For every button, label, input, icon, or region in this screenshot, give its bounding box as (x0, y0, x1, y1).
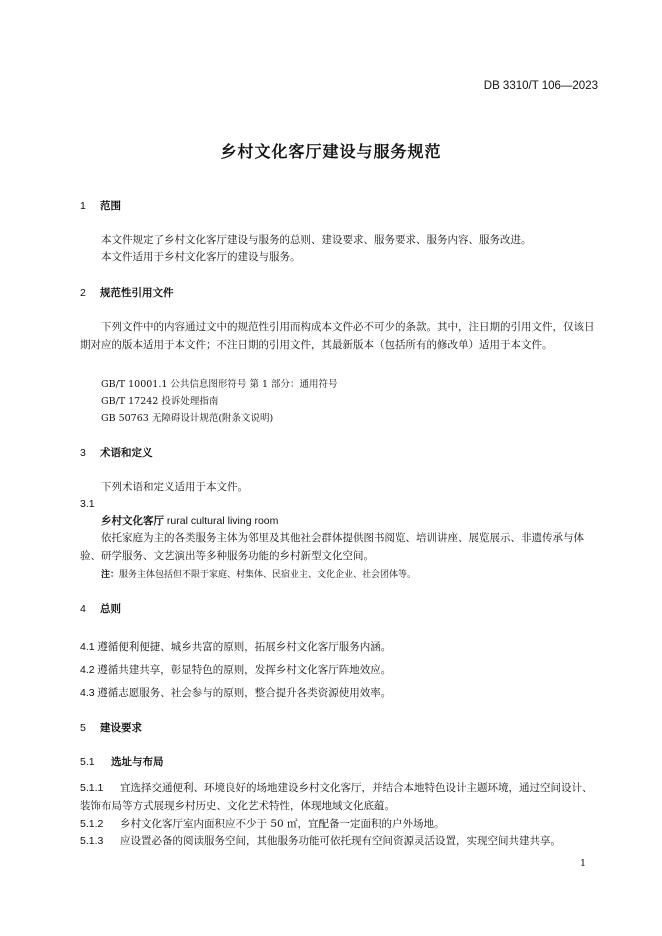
subsection-title: 选址与布局 (111, 756, 164, 768)
term-chinese: 乡村文化客厅 (101, 515, 164, 527)
page-number: 1 (580, 858, 587, 869)
clause-number: 5.1.3 (80, 835, 104, 847)
section-title: 规范性引用文件 (100, 287, 174, 299)
clause-number: 4.1 (80, 641, 95, 653)
section-3-heading (80, 445, 153, 460)
clause-item (80, 685, 391, 700)
clause-text: 遵循共建共享，彰显特色的原则，发挥乡村文化客厅阵地效应。 (97, 664, 392, 676)
clause-number: 4.2 (80, 664, 95, 676)
clause-text: 宜选择交通便利、环境良好的场地建设乡村文化客厅，并结合本地特色设计主题环境，通过空间设计、装饰布局等方式展现乡村历史、文化艺术特性，体现地域文化底蕴。 (80, 782, 593, 812)
section-number: 5 (80, 722, 86, 734)
clause-item (80, 662, 391, 677)
clause-text: 应设置必备的阅读服务空间，其他服务功能可依托现有空间资源灵活设置，实现空间共建共享。 (120, 835, 561, 847)
term-english: rural cultural living room (166, 515, 279, 527)
paragraph: 本文件规定了乡村文化客厅建设与服务的总则、建设要求、服务要求、服务内容、服务改进。 (101, 234, 532, 246)
clause-number: 5.1.1 (80, 782, 104, 794)
section-number: 3 (80, 447, 86, 459)
section-title: 总则 (100, 603, 121, 615)
section-number: 1 (80, 200, 86, 212)
term-definition: 依托家庭为主的各类服务主体为邻里及其他社会群体提供图书阅览、培训讲座、展览展示、非遗传承与体验、研学服务、文艺演出等多种服务功能的乡村新型文化空间。 (80, 532, 584, 562)
note-label: 注： (101, 570, 120, 580)
section-title: 建设要求 (100, 722, 142, 734)
term-number: 3.1 (80, 498, 95, 510)
section-number: 4 (80, 603, 86, 615)
reference-item: GB/T 17242 投诉处理指南 (101, 396, 219, 407)
section-number: 2 (80, 287, 86, 299)
clause-item (80, 639, 391, 654)
paragraph: 下列文件中的内容通过文中的规范性引用而构成本文件必不可少的条款。其中，注日期的引用文件，仅该日期对应的版本适用于本文件；不注日期的引用文件，其最新版本（包括所有的修改单）适用于本文件。 (80, 321, 595, 351)
clause-text: 遵循便利便捷、城乡共富的原则，拓展乡村文化客厅服务内涵。 (97, 641, 392, 653)
section-2-heading (80, 285, 174, 300)
note (101, 567, 416, 580)
paragraph: 本文件适用于乡村文化客厅的建设与服务。 (101, 251, 301, 263)
clause-number: 4.3 (80, 687, 95, 699)
subsection-heading (80, 754, 164, 769)
clause-text: 乡村文化客厅室内面积应不少于 50 ㎡，宜配备一定面积的户外场地。 (120, 818, 445, 830)
section-1-heading (80, 198, 121, 213)
subsection-number: 5.1 (80, 756, 95, 768)
section-title: 术语和定义 (100, 447, 153, 459)
reference-item: GB 50763 无障碍设计规范(附条文说明) (101, 413, 274, 424)
section-4-heading (80, 601, 121, 616)
section-5-heading (80, 720, 142, 735)
note-text: 服务主体包括但不限于家庭、村集体、民宿业主、文化企业、社会团体等。 (119, 570, 417, 580)
section-title: 范围 (100, 200, 121, 212)
paragraph: 下列术语和定义适用于本文件。 (101, 481, 248, 493)
document-title: 乡村文化客厅建设与服务规范 (220, 144, 442, 161)
document-number: DB 3310/T 106—2023 (483, 80, 598, 92)
reference-item: GB/T 10001.1 公共信息图形符号 第 1 部分：通用符号 (101, 379, 338, 390)
clause-number: 5.1.2 (80, 818, 104, 830)
term-entry (101, 512, 278, 530)
clause-text: 遵循志愿服务、社会参与的原则，整合提升各类资源使用效率。 (97, 687, 392, 699)
